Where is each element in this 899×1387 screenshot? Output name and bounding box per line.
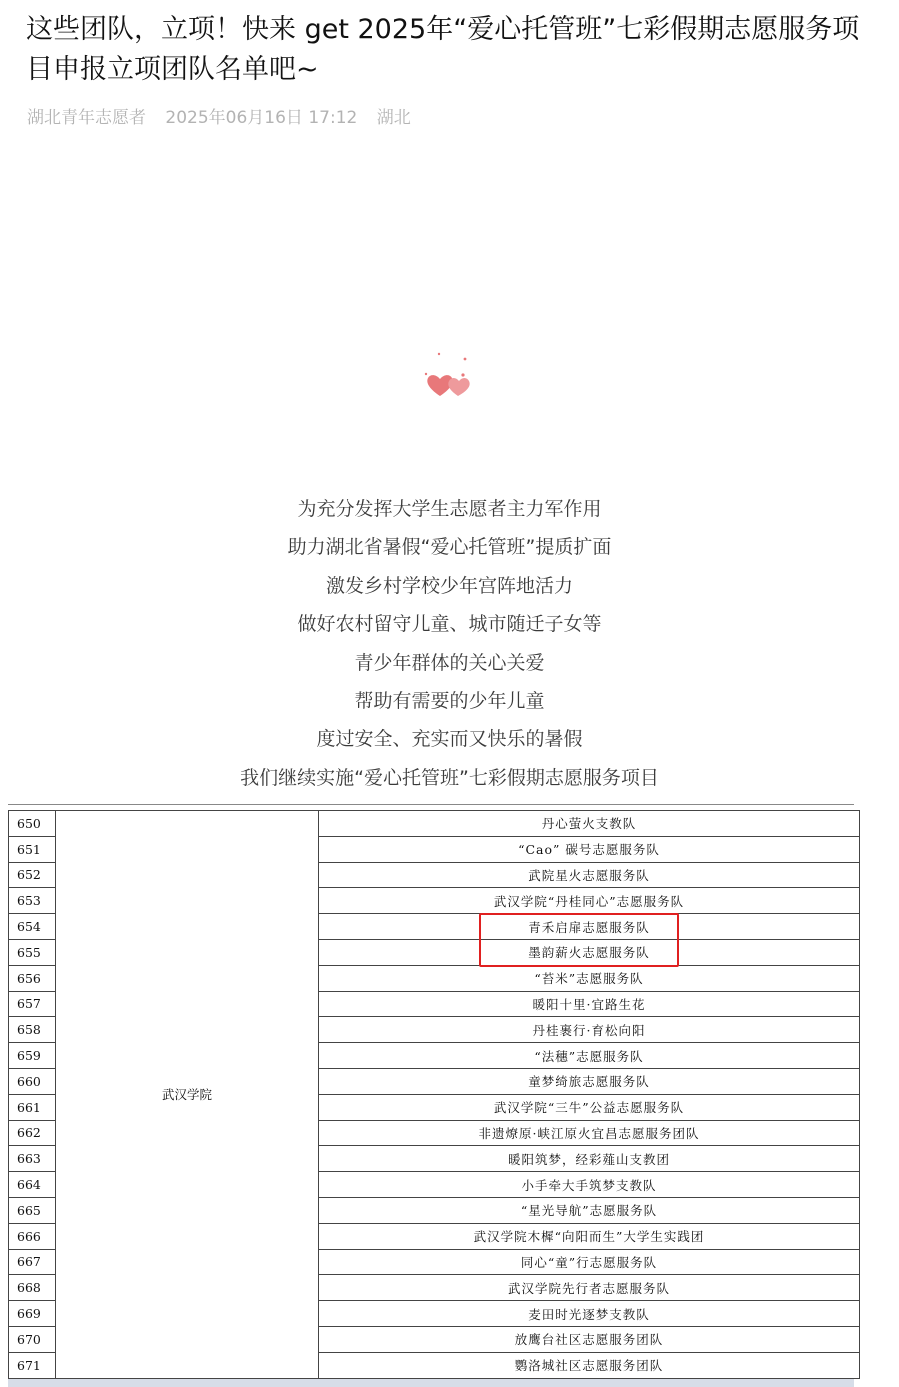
table-top-border bbox=[8, 804, 854, 809]
team-name: 暖阳筑梦，经彩薤山支教团 bbox=[319, 1146, 860, 1172]
team-name: “苔米”志愿服务队 bbox=[319, 965, 860, 991]
row-number: 654 bbox=[9, 914, 56, 940]
row-number: 667 bbox=[9, 1249, 56, 1275]
team-name: 暖阳十里·宜路生花 bbox=[319, 991, 860, 1017]
row-number: 658 bbox=[9, 1017, 56, 1043]
row-number: 657 bbox=[9, 991, 56, 1017]
team-name: 墨韵薪火志愿服务队 bbox=[319, 939, 860, 965]
row-number: 652 bbox=[9, 862, 56, 888]
intro-line: 为充分发挥大学生志愿者主力军作用 bbox=[297, 498, 602, 520]
intro-line: 我们继续实施“爱心托管班”七彩假期志愿服务项目 bbox=[240, 766, 659, 789]
row-number: 668 bbox=[9, 1275, 56, 1301]
row-number: 671 bbox=[9, 1352, 56, 1378]
table-next-row-band bbox=[8, 1379, 854, 1387]
publish-date: 2025年06月16日 17:12 bbox=[165, 108, 358, 128]
hearts-icon bbox=[418, 350, 478, 400]
intro-line: 做好农村留守儿童、城市随迁子女等 bbox=[297, 613, 602, 636]
publish-location: 湖北 bbox=[376, 108, 411, 128]
team-name: 小手牵大手筑梦支教队 bbox=[319, 1172, 860, 1198]
team-name: 武汉学院先行者志愿服务队 bbox=[319, 1275, 860, 1301]
team-name: 童梦绮旅志愿服务队 bbox=[319, 1068, 860, 1094]
intro-line: 青少年群体的关心关爱 bbox=[354, 651, 545, 674]
article-title: 这些团队，立项！快来 get 2025年“爱心托管班”七彩假期志愿服务项目申报立项团队名单吧~ bbox=[26, 14, 860, 85]
row-number: 665 bbox=[9, 1197, 56, 1223]
row-number: 660 bbox=[9, 1068, 56, 1094]
team-name: 丹桂裹行·育松向阳 bbox=[319, 1017, 860, 1043]
table-row bbox=[9, 811, 860, 837]
row-number: 656 bbox=[9, 965, 56, 991]
row-number: 655 bbox=[9, 939, 56, 965]
row-number: 653 bbox=[9, 888, 56, 914]
team-name: 鹦洛城社区志愿服务团队 bbox=[319, 1352, 860, 1378]
row-number: 666 bbox=[9, 1223, 56, 1249]
row-number: 650 bbox=[9, 811, 56, 837]
team-name: “星光导航”志愿服务队 bbox=[319, 1197, 860, 1223]
intro-line: 度过安全、充实而又快乐的暑假 bbox=[316, 728, 583, 751]
team-name: 武院星火志愿服务队 bbox=[319, 862, 860, 888]
team-name: 武汉学院木樨“向阳而生”大学生实践团 bbox=[319, 1223, 860, 1249]
row-number: 669 bbox=[9, 1301, 56, 1327]
team-name: 同心“童”行志愿服务队 bbox=[319, 1249, 860, 1275]
intro-line: 帮助有需要的少年儿童 bbox=[354, 690, 545, 713]
team-name: 武汉学院“丹桂同心”志愿服务队 bbox=[319, 888, 860, 914]
intro-line: 激发乡村学校少年宫阵地活力 bbox=[325, 574, 573, 597]
team-name: 青禾启扉志愿服务队 bbox=[319, 914, 860, 940]
team-name: 丹心萤火支教队 bbox=[319, 811, 860, 837]
row-number: 659 bbox=[9, 1043, 56, 1069]
row-number: 661 bbox=[9, 1094, 56, 1120]
team-name: 麦田时光逐梦支教队 bbox=[319, 1301, 860, 1327]
row-number: 662 bbox=[9, 1120, 56, 1146]
team-name: 放鹰台社区志愿服务团队 bbox=[319, 1326, 860, 1352]
row-number: 663 bbox=[9, 1146, 56, 1172]
college-name: 武汉学院 bbox=[56, 811, 319, 1379]
team-list-image bbox=[0, 802, 899, 1387]
intro-line: 助力湖北省暑假“爱心托管班”提质扩面 bbox=[287, 536, 612, 559]
intro-text bbox=[0, 490, 899, 797]
row-number: 664 bbox=[9, 1172, 56, 1198]
team-name: 非遗燎原·峡江原火宜昌志愿服务团队 bbox=[319, 1120, 860, 1146]
source-account-link[interactable]: 湖北青年志愿者 bbox=[27, 108, 146, 128]
team-name: 武汉学院“三牛”公益志愿服务队 bbox=[319, 1094, 860, 1120]
team-table bbox=[8, 810, 860, 1379]
row-number: 670 bbox=[9, 1326, 56, 1352]
row-number: 651 bbox=[9, 836, 56, 862]
article-meta bbox=[27, 103, 425, 128]
team-name: “法穗”志愿服务队 bbox=[319, 1043, 860, 1069]
team-name: “Cao” 碳号志愿服务队 bbox=[319, 836, 860, 862]
